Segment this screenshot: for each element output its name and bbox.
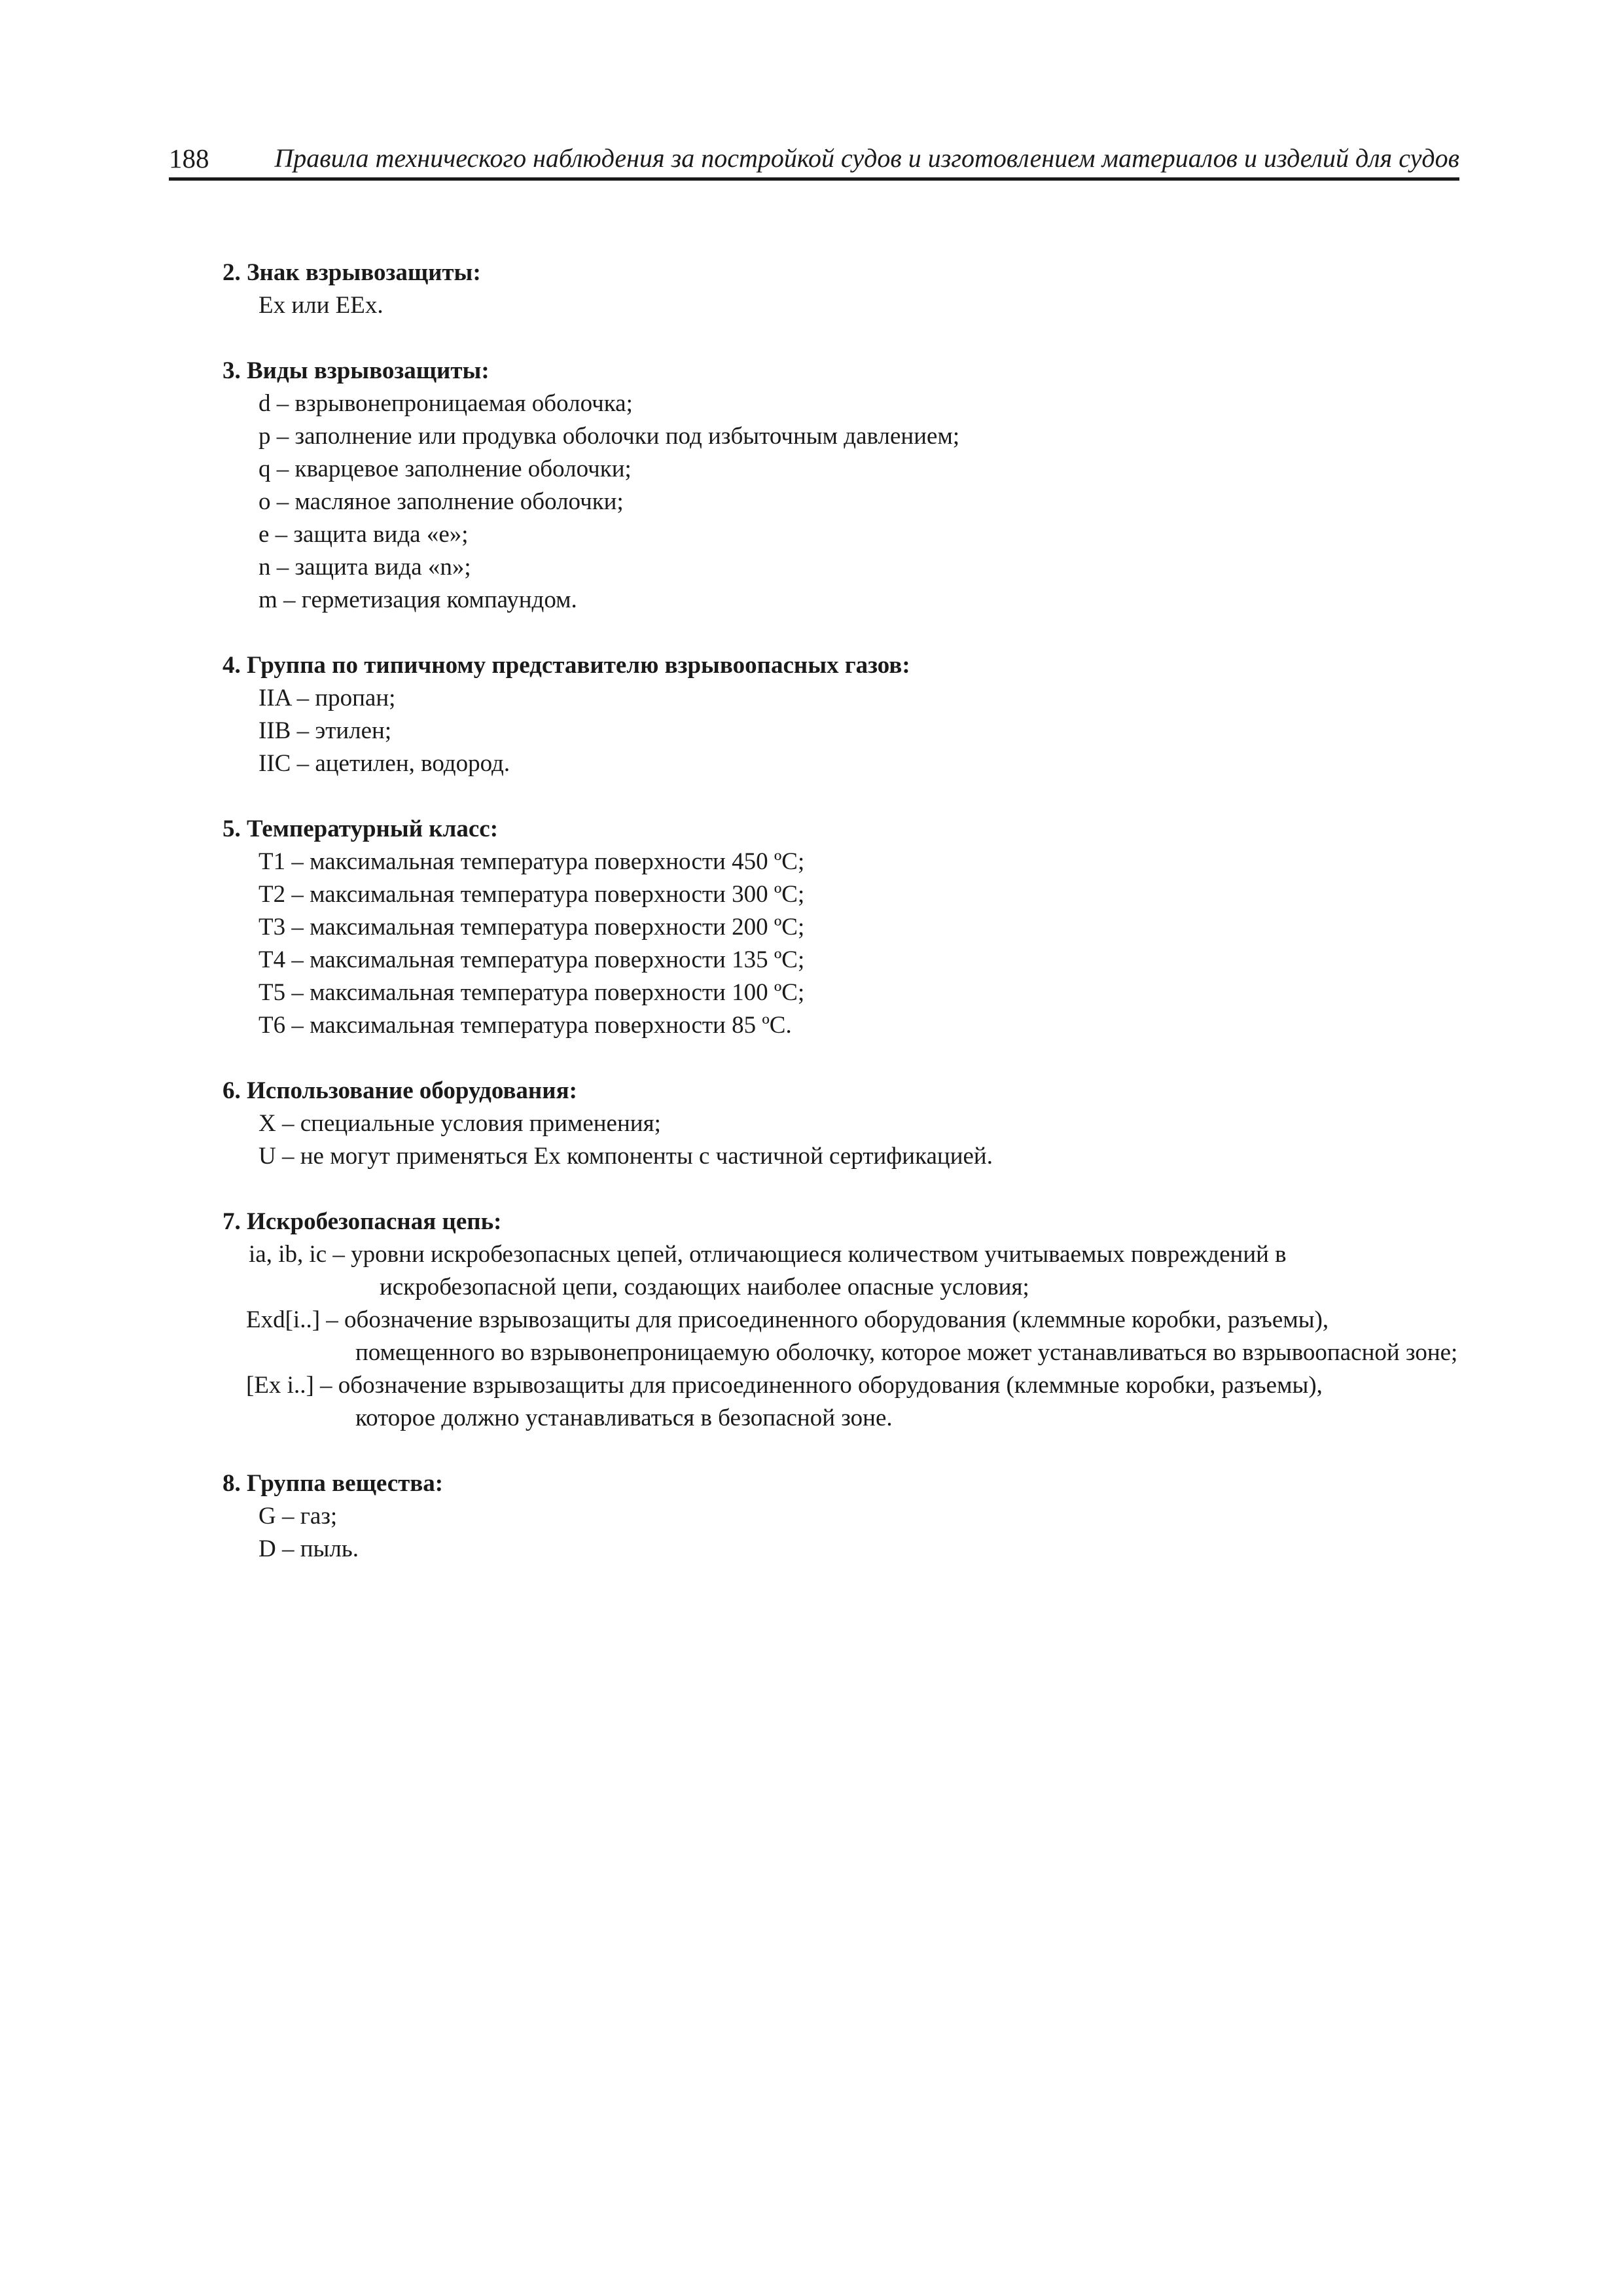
definition-continuation: искробезопасной цепи, создающих наиболее опасные условия; [380,1274,1029,1300]
list-item: T5 – максимальная температура поверхности 100 ºС; [259,979,805,1006]
section-explosion-mark [223,257,1459,322]
list-item: n – защита вида «n»; [259,554,471,581]
list-item: T6 – максимальная температура поверхности 85 ºС. [259,1012,792,1039]
definition-first-line: [Ex i..] – обозначение взрывозащиты для присоединенного оборудования (клеммные коробки, разъемы), [246,1372,1323,1399]
section-protection-types [223,355,1459,617]
list-item: d – взрывонепроницаемая оболочка; [259,390,633,417]
list-item: q – кварцевое заполнение оболочки; [259,456,632,482]
list-item: G – газ; [259,1503,338,1530]
list-item: IIB – этилен; [259,717,392,744]
section-title: 8. Группа вещества: [223,1470,444,1497]
page-number: 188 [169,143,209,173]
definition-continuation: которое должно устанавливаться в безопасной зоне. [355,1405,893,1431]
list-item: X – специальные условия применения; [259,1110,661,1137]
section-title: 3. Виды взрывозащиты: [223,357,490,384]
document-body [223,257,1459,1598]
definition-first-line: Exd[i..] – обозначение взрывозащиты для присоединенного оборудования (клеммные коробки, разъемы), [246,1306,1329,1333]
list-item: IIA – пропан; [259,685,396,711]
list-item: T2 – максимальная температура поверхности 300 ºС; [259,881,805,908]
list-item: U – не могут применяться Ex компоненты с частичной сертификацией. [259,1143,993,1170]
section-temperature-class [223,813,1459,1042]
definition-first-line: ia, ib, ic – уровни искробезопасных цепей, отличающиеся количеством учитываемых повреждений в [249,1241,1287,1268]
list-item: T4 – максимальная температура поверхности 135 ºС; [259,946,805,973]
section-intrinsic-safety [223,1206,1459,1435]
list-item: Ex или EEx. [259,292,383,319]
list-item: T3 – максимальная температура поверхности 200 ºС; [259,914,805,941]
list-item: IIC – ацетилен, водород. [259,750,510,777]
section-equipment-use [223,1075,1459,1173]
section-gas-group [223,649,1459,780]
definition-entry [223,1238,1459,1304]
list-item: T1 – максимальная температура поверхности 450 ºС; [259,848,805,875]
list-item: p – заполнение или продувка оболочки под избыточным давлением; [259,423,960,450]
running-title: Правила технического наблюдения за постройкой судов и изготовлением материалов и изделий для судов [274,143,1459,173]
section-title: 2. Знак взрывозащиты: [223,259,481,286]
page-header [169,143,1459,181]
list-item: D – пыль. [259,1535,359,1562]
section-title: 5. Температурный класс: [223,816,499,842]
section-substance-group [223,1467,1459,1566]
definition-continuation: помещенного во взрывонепроницаемую оболочку, которое может устанавливаться во взрывоопасной зоне; [355,1339,1458,1366]
section-title: 4. Группа по типичному представителю взрывоопасных газов: [223,652,910,679]
definition-entry [223,1304,1459,1369]
list-item: m – герметизация компаундом. [259,586,577,613]
list-item: o – масляное заполнение оболочки; [259,488,624,515]
list-item: e – защита вида «e»; [259,521,469,548]
section-title: 7. Искробезопасная цепь: [223,1208,502,1235]
section-title: 6. Использование оборудования: [223,1077,577,1104]
definition-entry [223,1369,1459,1435]
